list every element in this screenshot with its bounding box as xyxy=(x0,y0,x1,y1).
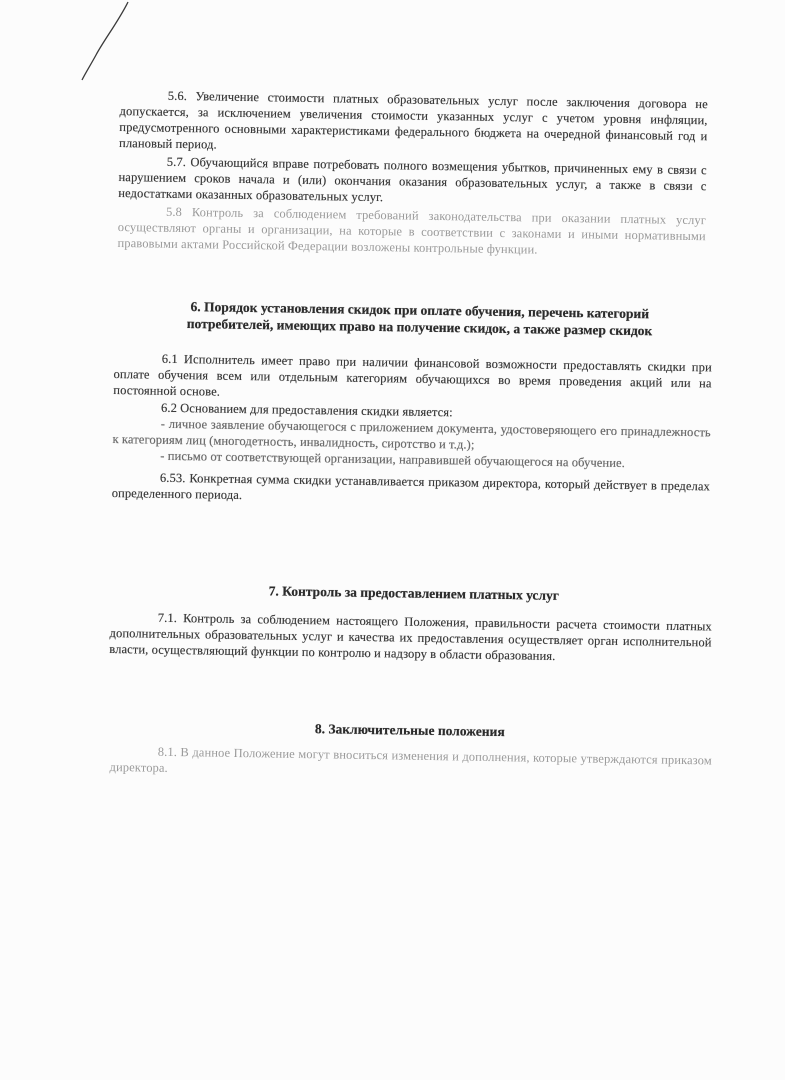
paragraph-6-2-item-2: - письмо от соответствующей организации, направившей обучающегося на обучение. xyxy=(160,448,626,471)
section-6-title-line-1: 6. Порядок установления скидок при оплате обучения, перечень категорий xyxy=(190,299,650,322)
section-5 xyxy=(117,87,708,260)
paragraph-5-6: 5.6. Увеличение стоимости платных образовательных услуг после заключения договора не допускается, за исключением увеличения стоимости указанных услуг с учетом уровня инфляции, предусмотренного основными характеристиками федерального бюджета на очередной финансовый год и плановый период. xyxy=(119,88,708,152)
paragraph-5-8: 5.8 Контроль за соблюдением требований законодательства при оказании платных услуг осуществляют органы и организации, на которые в соответствии с законами и иными нормативными правовыми актами Российской Федерации возложены контрольные функции. xyxy=(117,204,707,257)
section-6-body xyxy=(112,350,712,510)
section-7 xyxy=(120,580,708,606)
section-8-body xyxy=(109,743,711,784)
paragraph-7-1: 7.1. Контроль за соблюдением настоящего Положения, правильности расчета стоимости платных дополнительных образовательных услуг и качества их предоставления осуществляет орган исполнительной власти, осуществляющий функции по контролю и надзору в области образования. xyxy=(109,610,712,664)
section-7-title: 7. Контроль за предоставлением платных услуг xyxy=(268,583,560,603)
section-8 xyxy=(116,717,704,743)
paragraph-6-2-item-1: - личное заявление обучающегося с приложением документа, удостоверяющего его принадлежность к категориям лиц (многодетность, инвалидность, сиротство и т.д.); xyxy=(112,416,711,452)
paragraph-6-1: 6.1 Исполнитель имеет право при наличии финансовой возможности предоставлять скидки при оплате обучения всем или отдельным категориям обучающихся во время проведения акций или на постоянной основе. xyxy=(113,351,712,399)
section-6-title-line-2: потребителей, имеющих право на получение скидок, а также размер скидок xyxy=(186,315,653,339)
paragraph-5-7: 5.7. Обучающийся вправе потребовать полного возмещения убытков, причиненных ему в связи с нарушением сроков начала и (или) окончания оказания образовательных услуг, а также в связи с недостатками оказанных образовательных услуг. xyxy=(118,154,707,205)
section-6 xyxy=(125,297,713,340)
paragraph-6-53: 6.53. Конкретная сумма скидки устанавливается приказом директора, который действует в пределах определенного периода. xyxy=(111,470,711,503)
section-7-body xyxy=(109,609,712,666)
paragraph-8-1: 8.1. В данное Положение могут вноситься изменения и дополнения, которые утверждаются приказом директора. xyxy=(109,744,712,775)
section-8-title: 8. Заключительные положения xyxy=(314,721,505,740)
paragraph-6-2-intro: 6.2 Основанием для предоставления скидки является: xyxy=(160,400,453,420)
